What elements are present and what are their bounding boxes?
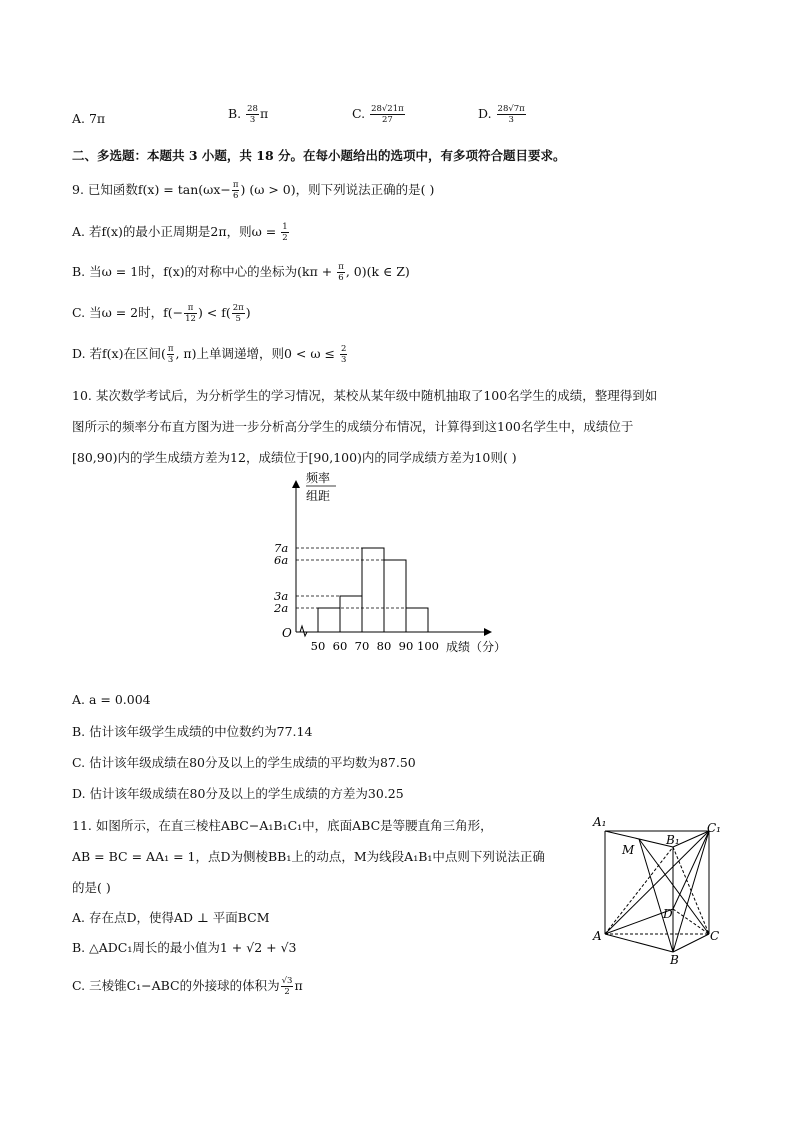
y-label-numerator: 频率 bbox=[306, 471, 331, 485]
x-tick-label: 70 bbox=[354, 639, 370, 653]
q11-option-b: B. △ADC₁周长的最小值为1 + √2 + √3 bbox=[72, 940, 297, 955]
x-axis-label: 成绩（分） bbox=[446, 640, 507, 654]
q11-stem-line2: AB = BC = AA₁ = 1，点D为侧棱BB₁上的动点，M为线段A₁B₁中点则下列说法正确 bbox=[72, 849, 545, 864]
q11-stem-line3: 的是( ) bbox=[72, 880, 111, 895]
prism-dashed-edges bbox=[605, 847, 709, 934]
q10-stem-line3: [80,90)内的学生成绩方差为12，成绩位于[90,100)内的同学成绩方差为10则( ) bbox=[72, 450, 517, 465]
x-tick-label: 90 bbox=[398, 639, 414, 653]
histogram-bar bbox=[384, 560, 406, 632]
label-A: A bbox=[593, 929, 602, 943]
y-tick-label: 7a bbox=[274, 541, 289, 555]
q8-option-a: A. 7π bbox=[72, 111, 106, 126]
label-B: B bbox=[670, 953, 679, 967]
q10-option-a: A. a = 0.004 bbox=[72, 692, 151, 707]
x-tick-label: 60 bbox=[332, 639, 348, 653]
q8-option-d: D. $\frac{28√7\pi}{3}$ bbox=[478, 104, 525, 125]
label-A1: A₁ bbox=[593, 815, 607, 829]
q9-stem: 9. 已知函数f(x) = tan(ωx− $\frac{\pi}{6}$ ) (ω > 0)，则下列说法正确的是( ) bbox=[72, 180, 435, 201]
q9-option-b: B. 当ω = 1时，f(x)的对称中心的坐标为(kπ + $\frac{\pi}{6}$ , 0)(k ∈ Z) bbox=[72, 262, 410, 283]
x-tick-label: 50 bbox=[310, 639, 326, 653]
q11-stem-line1: 11. 如图所示，在直三棱柱ABC−A₁B₁C₁中，底面ABC是等腰直角三角形， bbox=[72, 818, 493, 833]
origin-label: O bbox=[282, 626, 292, 640]
frequency-histogram bbox=[270, 468, 530, 660]
q10-option-c: C. 估计该年级成绩在80分及以上的学生成绩的平均数为87.50 bbox=[72, 755, 416, 770]
q9-option-a: A. 若f(x)的最小正周期是2π，则ω = $\frac{1}{2}$ bbox=[72, 222, 288, 243]
label-M: M bbox=[622, 843, 635, 857]
label-D: D bbox=[663, 907, 673, 921]
y-tick-label: 3a bbox=[274, 589, 289, 603]
q9-option-c: C. 当ω = 2时，f(− $\frac{\pi}{12}$ ) < f( $\frac{2\pi}{5}$ ) bbox=[72, 303, 251, 324]
y-tick-label: 2a bbox=[274, 601, 289, 615]
histogram-bar bbox=[340, 596, 362, 632]
q10-option-b: B. 估计该年级学生成绩的中位数约为77.14 bbox=[72, 724, 313, 739]
histogram-bar bbox=[318, 608, 340, 632]
x-tick-label: 100 bbox=[417, 639, 439, 653]
x-tick-label: 80 bbox=[376, 639, 392, 653]
q11-option-a: A. 存在点D，使得AD ⊥ 平面BCM bbox=[72, 910, 270, 925]
prism-figure bbox=[588, 812, 728, 968]
q11-option-c: C. 三棱锥C₁−ABC的外接球的体积为 $\frac{√3}{2}$ π bbox=[72, 976, 303, 997]
q10-stem-line1: 10. 某次数学考试后，为分析学生的学习情况，某校从某年级中随机抽取了100名学生的成绩，整理得到如 bbox=[72, 388, 658, 403]
section-heading: 二、多选题：本题共 3 小题，共 18 分。在每小题给出的选项中，有多项符合题目要求。 bbox=[72, 148, 566, 163]
histogram-bar bbox=[406, 608, 428, 632]
q10-stem-line2: 图所示的频率分布直方图为进一步分析高分学生的成绩分布情况，计算得到这100名学生中，成绩位于 bbox=[72, 419, 634, 434]
q10-option-d: D. 估计该年级成绩在80分及以上的学生成绩的方差为30.25 bbox=[72, 786, 404, 801]
axis-break bbox=[296, 626, 318, 636]
q8-option-c: C. $\frac{28√21\pi}{27}$ bbox=[352, 104, 404, 125]
y-axis-arrow bbox=[292, 480, 300, 488]
label-C1: C₁ bbox=[707, 821, 721, 835]
y-tick-label: 6a bbox=[274, 553, 289, 567]
label-B1: B₁ bbox=[666, 833, 680, 847]
x-axis-arrow bbox=[484, 628, 492, 636]
q9-option-d: D. 若f(x)在区间( $\frac{\pi}{3}$ , π)上单调递增，则0 < ω ≤ $\frac{2}{3}$ bbox=[72, 344, 347, 365]
histogram-bar bbox=[362, 548, 384, 632]
label-C: C bbox=[710, 929, 720, 943]
q8-option-b: B. $\frac{28}{3}$ π bbox=[228, 104, 269, 125]
y-label-denominator: 组距 bbox=[306, 489, 331, 503]
